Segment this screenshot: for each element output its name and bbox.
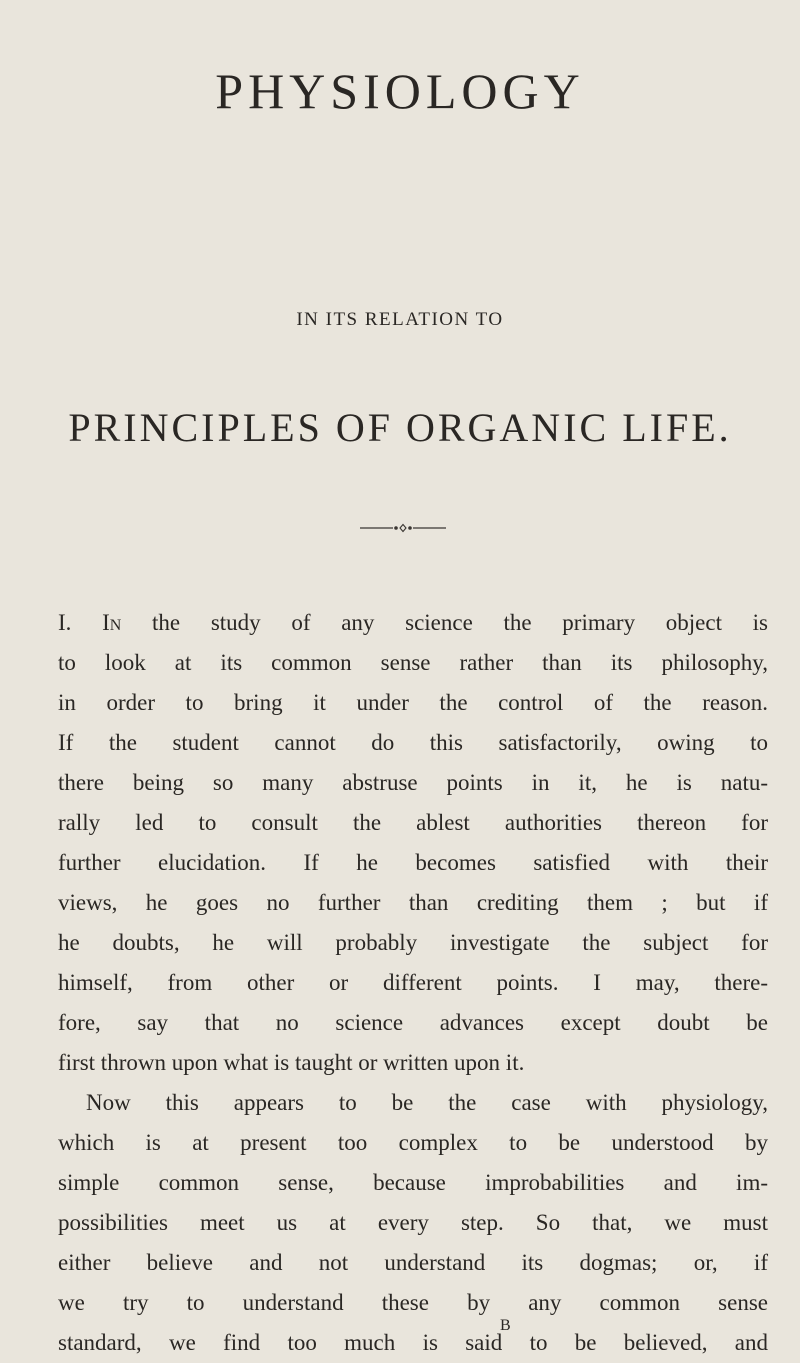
paragraph-line: he doubts, he will probably investigate the subject for <box>58 930 768 955</box>
paragraph-line: Now this appears to be the case with physiology, <box>86 1090 768 1115</box>
paragraph-line: If the student cannot do this satisfactorily, owing to <box>58 730 768 755</box>
paragraph-line: views, he goes no further than crediting them ; but if <box>58 890 768 915</box>
book-subtitle: IN ITS RELATION TO <box>296 309 504 330</box>
paragraph-line: himself, from other or different points. I may, there- <box>58 970 768 995</box>
paragraph-line: simple common sense, because improbabilities and im- <box>58 1170 768 1195</box>
drop-word: In <box>102 610 122 635</box>
ornamental-rule-icon <box>360 523 446 533</box>
paragraph-line: first thrown upon what is taught or written upon it. <box>58 1050 525 1075</box>
paragraph-line: which is at present too complex to be understood by <box>58 1130 768 1155</box>
signature-mark: B <box>500 1317 511 1334</box>
section-number: I. <box>58 610 72 635</box>
body-text <box>58 603 768 1363</box>
book-title: PHYSIOLOGY <box>215 63 585 119</box>
paragraph-line: standard, we find too much is said to be believed, and <box>58 1330 768 1355</box>
main-heading: PRINCIPLES OF ORGANIC LIFE. <box>68 405 732 450</box>
paragraph-line: I. In the study of any science the primary object is <box>58 610 769 635</box>
paragraph-line: either believe and not understand its dogmas; or, if <box>58 1250 768 1275</box>
paragraph-line: rally led to consult the ablest authorities thereon for <box>58 810 768 835</box>
paragraph-line: to look at its common sense rather than its philosophy, <box>58 650 768 675</box>
paragraph-line: we try to understand these by any common sense <box>58 1290 768 1315</box>
paragraph-line: fore, say that no science advances except doubt be <box>58 1010 768 1035</box>
paragraph-line: possibilities meet us at every step. So that, we must <box>58 1210 768 1235</box>
paragraph-line: there being so many abstruse points in it, he is natu- <box>58 770 768 795</box>
paragraph-line: in order to bring it under the control of the reason. <box>58 690 768 715</box>
paragraph-line: further elucidation. If he becomes satisfied with their <box>58 850 768 875</box>
